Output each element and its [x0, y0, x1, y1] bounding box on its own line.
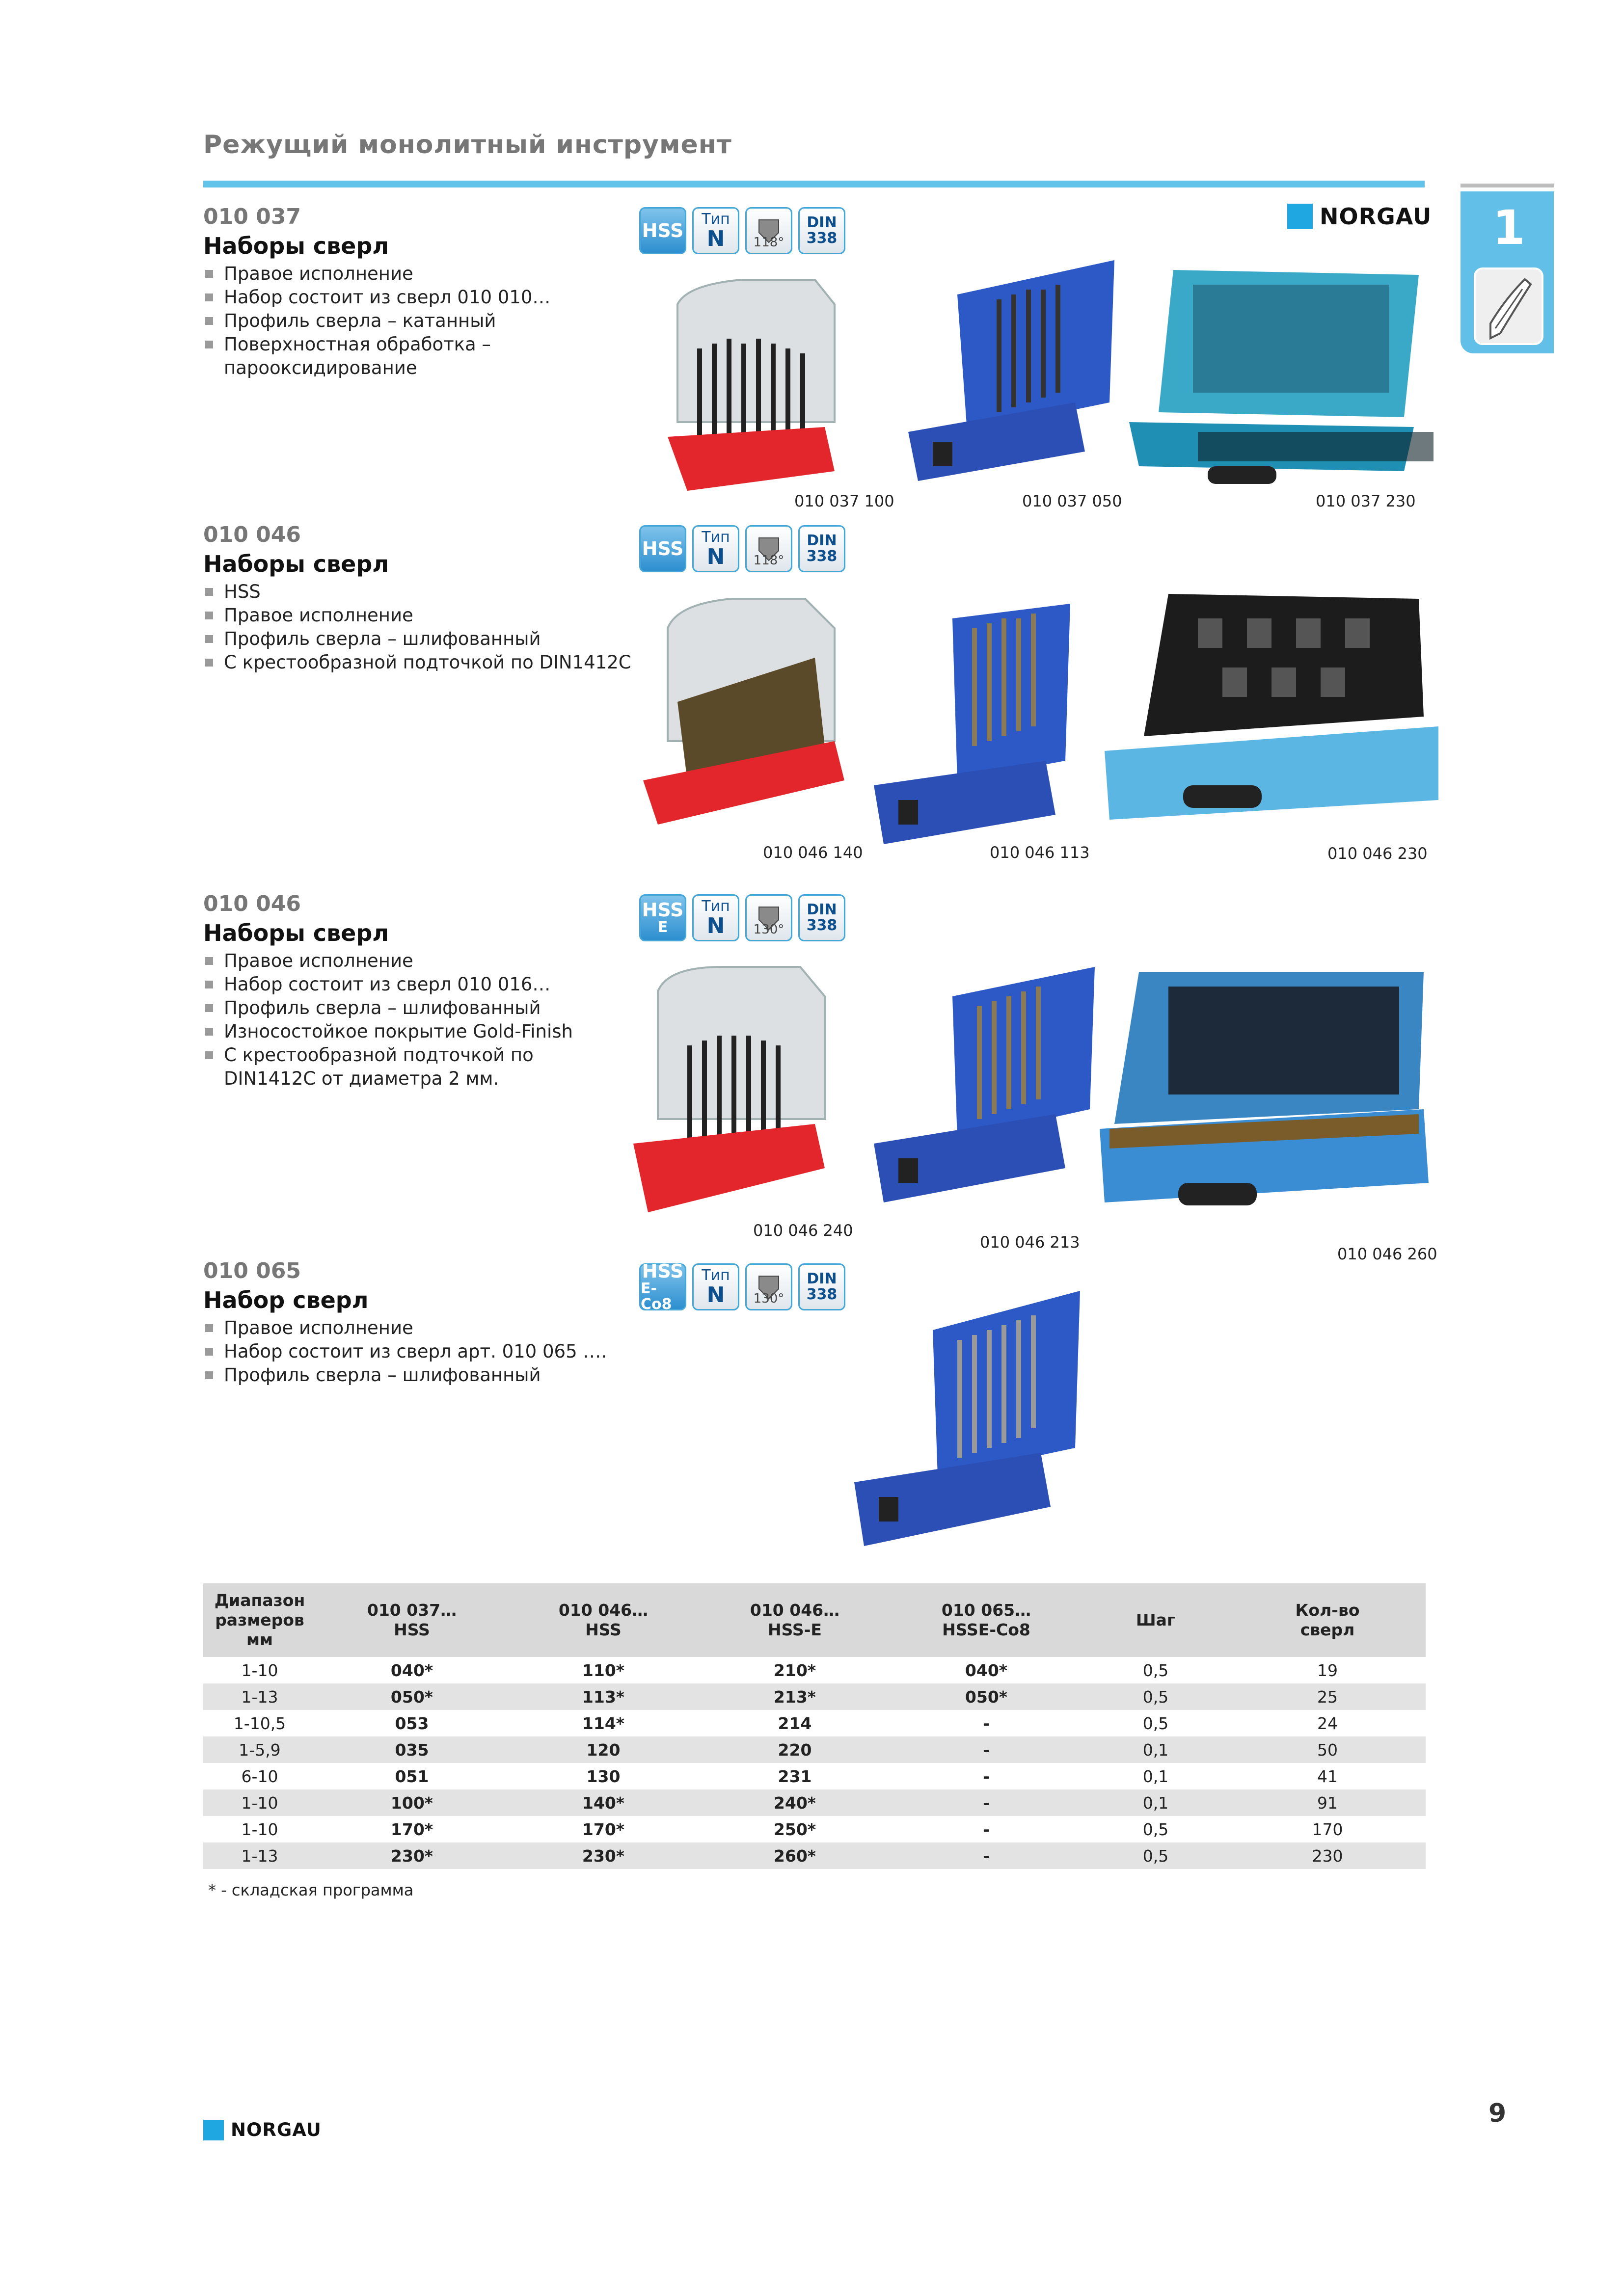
- din-badge: DIN 338: [798, 894, 845, 941]
- image-caption: 010 037 230: [1316, 492, 1416, 510]
- point-angle-badge: 130°: [745, 1263, 792, 1310]
- point-angle-badge: 118°: [745, 525, 792, 572]
- spec-badges: [639, 894, 845, 941]
- material-badge: HSS E-Co8: [639, 1263, 686, 1310]
- product-image-red-box: [638, 594, 854, 825]
- section-title: Наборы сверл: [203, 920, 389, 946]
- spec-badges: [639, 207, 845, 254]
- section-code: 010 046: [203, 522, 301, 547]
- feature-item: Профиль сверла – шлифованный: [203, 627, 645, 651]
- feature-list: [203, 1316, 645, 1387]
- image-caption: 010 046 260: [1337, 1245, 1437, 1263]
- section-code: 010 065: [203, 1258, 301, 1283]
- column-header: 010 037… HSS: [316, 1583, 508, 1657]
- table-row: 1-10 040* 110* 210* 040* 0,5 19: [241, 1660, 1338, 1680]
- column-header: 010 065… HSSE-Co8: [891, 1583, 1082, 1657]
- image-caption: 010 046 140: [763, 843, 863, 862]
- brand-square-icon: [1287, 204, 1313, 229]
- table-footnote: * - складская программа: [208, 1881, 414, 1899]
- side-tab-divider: [1461, 184, 1554, 187]
- section-title: Набор сверл: [203, 1287, 369, 1313]
- column-header: Кол-во сверл: [1229, 1583, 1426, 1657]
- point-angle-badge: 118°: [745, 207, 792, 254]
- table-row: 1-5,9 035 120 220 - 0,1 50: [203, 1736, 1426, 1763]
- brand-square-icon: [203, 2120, 224, 2140]
- column-header: Диапазон размеров мм: [203, 1583, 316, 1657]
- type-badge: Тип N: [692, 894, 739, 941]
- spec-badges: [639, 525, 845, 572]
- type-badge: Тип N: [692, 207, 739, 254]
- feature-item: Набор состоит из сверл арт. 010 065 ….: [203, 1340, 645, 1363]
- drill-bit-icon: [1474, 267, 1543, 345]
- feature-item: Износостойкое покрытие Gold-Finish: [203, 1020, 645, 1043]
- product-image-red-box: [658, 275, 849, 506]
- din-badge: DIN 338: [798, 525, 845, 572]
- din-badge: DIN 338: [798, 1263, 845, 1310]
- table-header-row: [203, 1583, 1426, 1657]
- feature-item: Профиль сверла – шлифованный: [203, 1363, 645, 1387]
- material-badge: HSS: [639, 525, 686, 572]
- brand-name: NORGAU: [1320, 203, 1432, 230]
- feature-list: [203, 262, 645, 380]
- feature-item: Правое исполнение: [203, 604, 645, 627]
- spec-badges: [639, 1260, 845, 1313]
- table-row: 1-10,5 053 114* 214 - 0,5 24: [233, 1713, 1338, 1733]
- column-header: Шаг: [1082, 1583, 1229, 1657]
- drill-set-table: [203, 1583, 1426, 1869]
- column-header: 010 046… HSS: [508, 1583, 699, 1657]
- brand-logo-top: [1287, 203, 1432, 230]
- material-badge: HSS: [639, 207, 686, 254]
- section-title: Наборы сверл: [203, 233, 389, 259]
- product-image-blue-case: [1100, 589, 1443, 834]
- image-caption: 010 046 113: [990, 843, 1090, 862]
- image-caption: 010 037 100: [794, 492, 894, 510]
- feature-item: Правое исполнение: [203, 949, 645, 973]
- table-row: 1-13 230* 230* 260* - 0,5 230: [203, 1842, 1426, 1869]
- brand-logo-bottom: [203, 2119, 322, 2140]
- type-badge: Тип N: [692, 525, 739, 572]
- feature-item: Профиль сверла – шлифованный: [203, 996, 645, 1020]
- brand-name: NORGAU: [231, 2119, 322, 2140]
- feature-item: Профиль сверла – катанный: [203, 309, 645, 333]
- type-badge: Тип N: [692, 1263, 739, 1310]
- page-title: Режущий монолитный инструмент: [203, 130, 732, 160]
- feature-item: С крестообразной подточкой по DIN1412C от диаметра 2 мм.: [203, 1043, 626, 1091]
- point-angle-badge: 130°: [745, 894, 792, 941]
- feature-item: Набор состоит из сверл 010 010…: [203, 286, 645, 309]
- column-header: 010 046… HSS-E: [699, 1583, 891, 1657]
- table-row: 6-10 051 130 231 - 0,1 41: [241, 1766, 1338, 1786]
- feature-item: Правое исполнение: [203, 1316, 645, 1340]
- image-caption: 010 046 230: [1327, 844, 1428, 863]
- product-image-blue-box: [869, 962, 1100, 1207]
- product-image-red-box: [628, 962, 844, 1217]
- feature-item: Правое исполнение: [203, 262, 645, 286]
- material-badge: HSS E: [639, 894, 686, 941]
- image-caption: 010 037 050: [1022, 492, 1122, 510]
- table-row: 1-10 100* 140* 240* - 0,1 91: [203, 1789, 1426, 1816]
- table-row: 1-10 170* 170* 250* - 0,5 170: [241, 1819, 1343, 1839]
- title-divider: [203, 181, 1425, 187]
- section-code: 010 037: [203, 204, 301, 229]
- chapter-number: 1: [1492, 200, 1525, 255]
- product-image-blue-box: [849, 1286, 1085, 1551]
- product-image-blue-box: [869, 599, 1075, 844]
- feature-item: Поверхностная обработка – парооксидирование: [203, 333, 645, 380]
- table-row: 1-13 050* 113* 213* 050* 0,5 25: [203, 1683, 1426, 1710]
- feature-item: HSS: [203, 580, 645, 604]
- feature-list: [203, 580, 645, 674]
- section-code: 010 046: [203, 891, 301, 916]
- product-image-blue-box: [898, 255, 1119, 481]
- product-image-blue-case: [1119, 265, 1434, 491]
- product-image-blue-case: [1095, 967, 1429, 1222]
- image-caption: 010 046 213: [980, 1233, 1080, 1252]
- feature-list: [203, 949, 645, 1091]
- image-caption: 010 046 240: [753, 1221, 853, 1240]
- feature-item: С крестообразной подточкой по DIN1412C: [203, 651, 645, 674]
- din-badge: DIN 338: [798, 207, 845, 254]
- section-title: Наборы сверл: [203, 551, 389, 577]
- page-number: 9: [1488, 2099, 1507, 2128]
- feature-item: Набор состоит из сверл 010 016…: [203, 973, 645, 996]
